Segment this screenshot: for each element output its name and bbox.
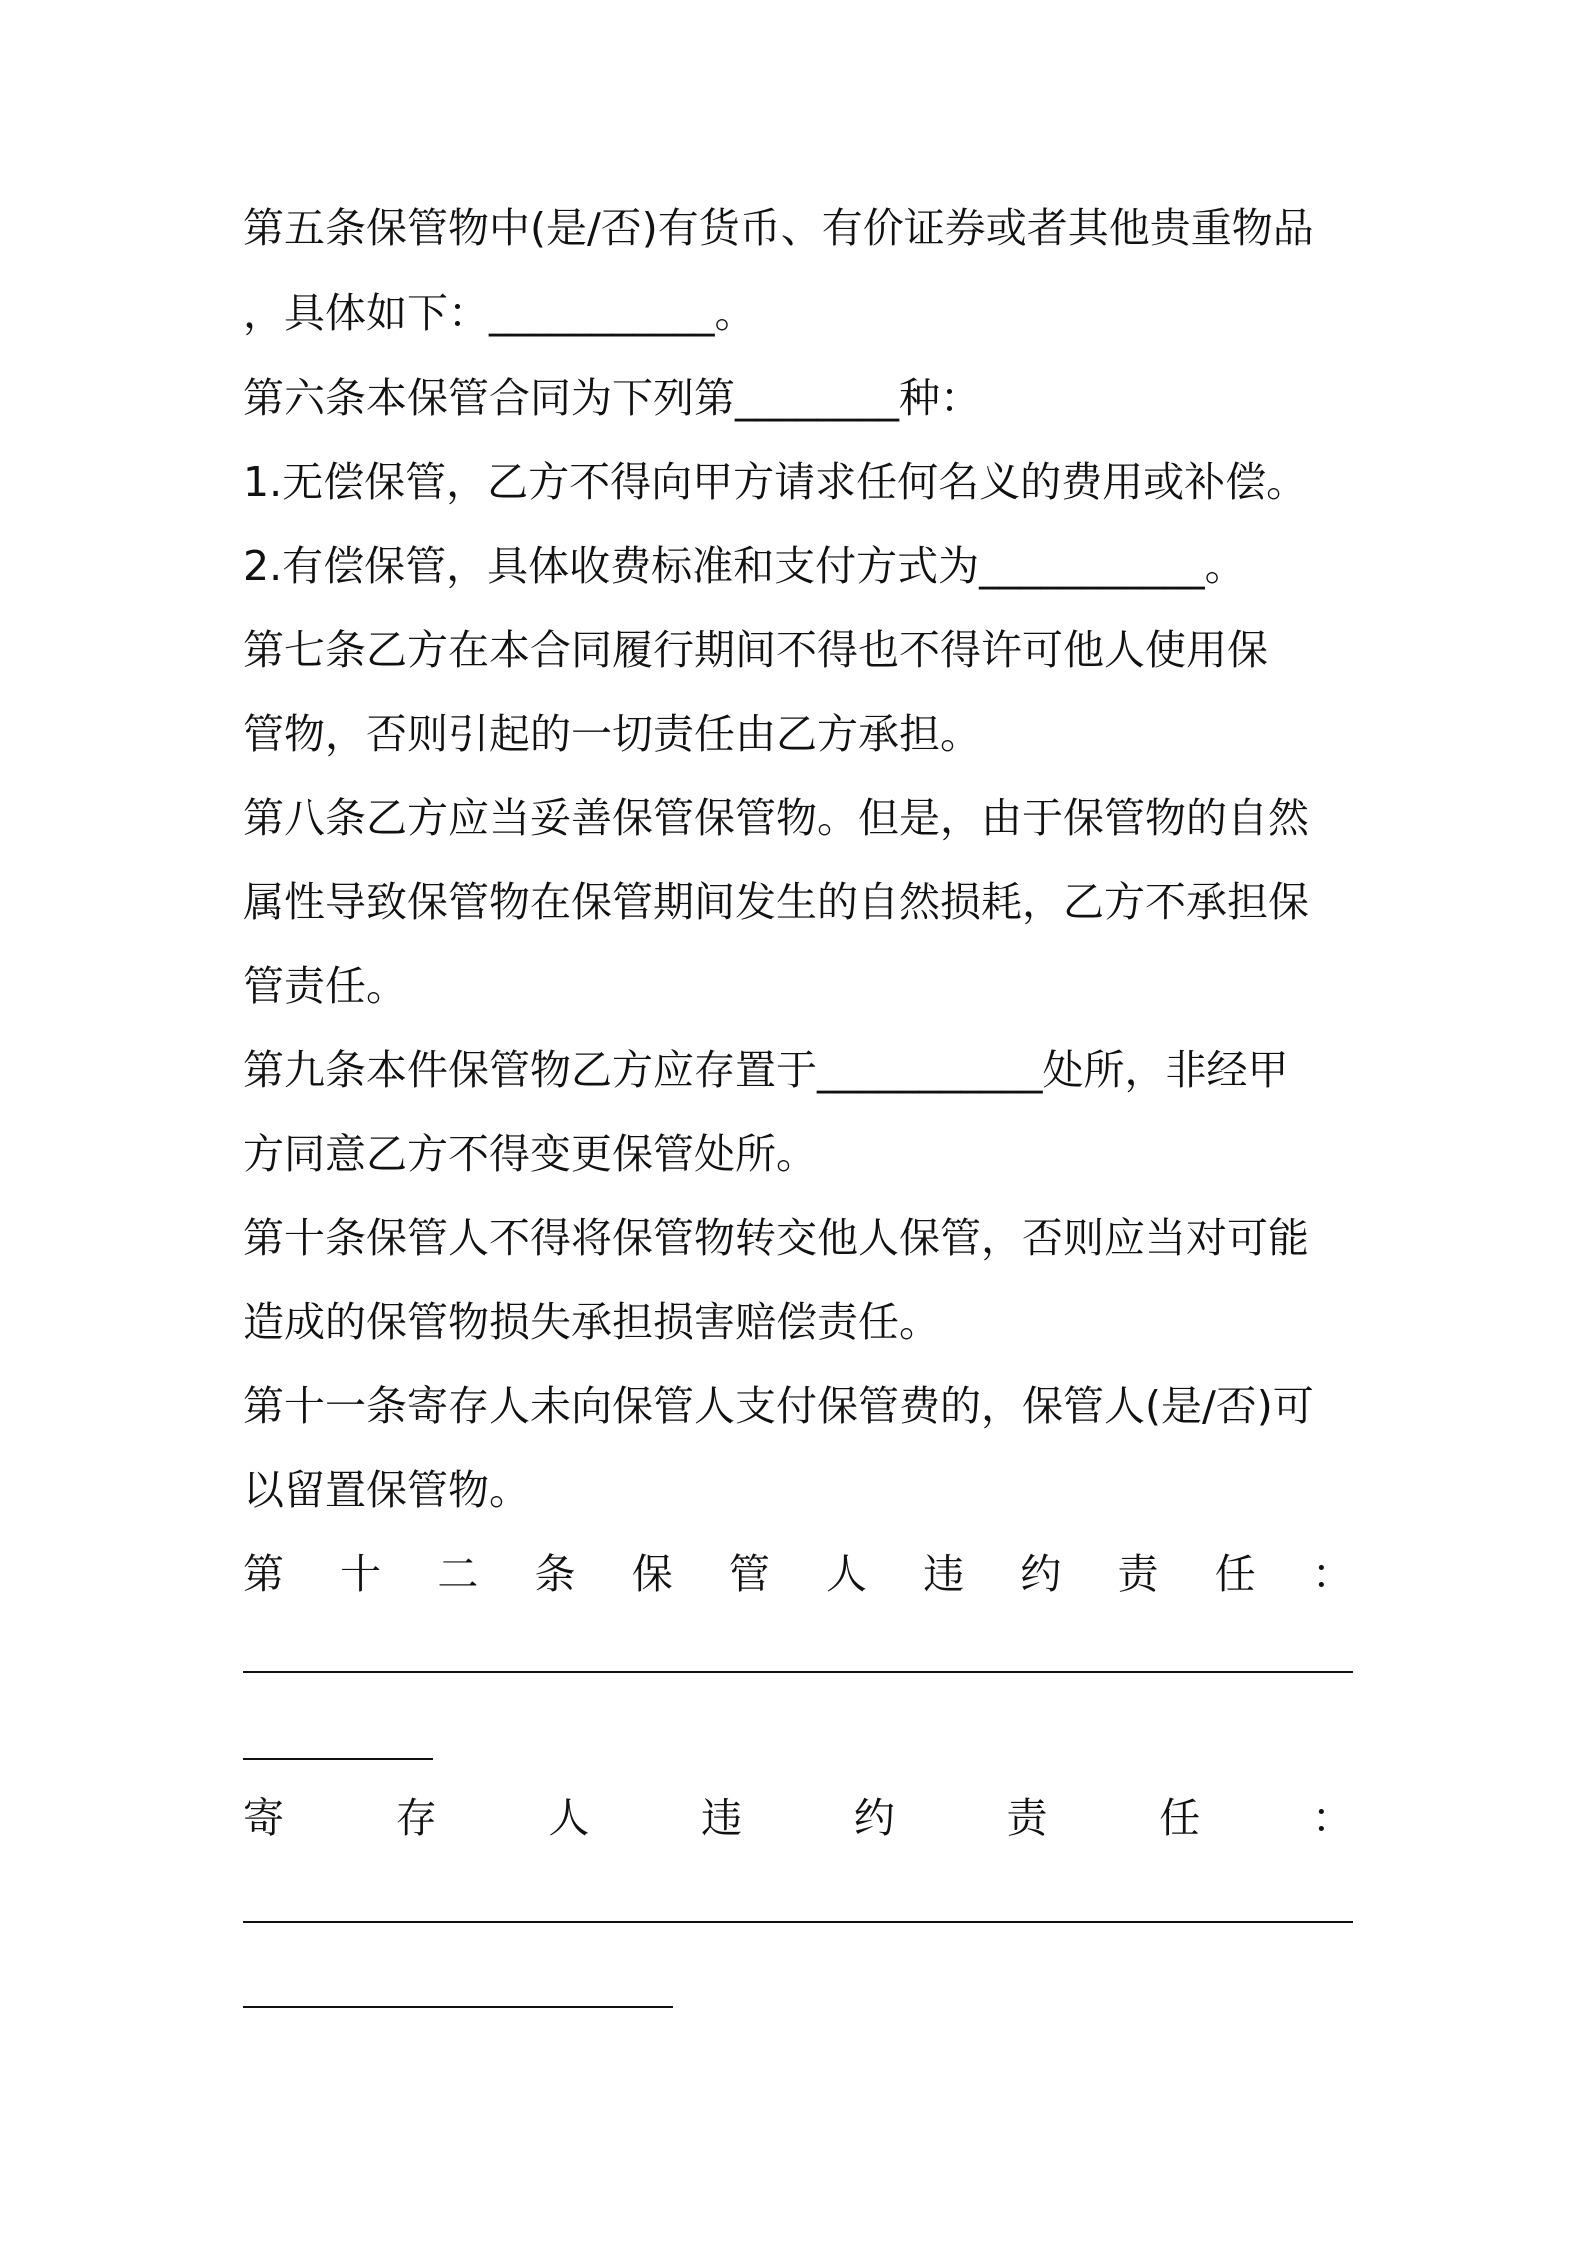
depositor-liability-blank-line-1 bbox=[243, 1921, 1353, 1923]
depositor-liability-char: 责 bbox=[1006, 1794, 1048, 1842]
clause-12-char: 约 bbox=[1020, 1550, 1062, 1598]
clause-12-char: 十 bbox=[340, 1550, 382, 1598]
depositor-liability-char: 任 bbox=[1159, 1794, 1201, 1842]
clause-6-option-1: 1.无偿保管，乙方不得向甲方请求任何名义的费用或补偿。 bbox=[243, 458, 1308, 506]
clause-12-char: 任 bbox=[1214, 1550, 1256, 1598]
clause-7-line-2: 管物，否则引起的一切责任由乙方承担。 bbox=[243, 710, 981, 758]
clause-12-char: 条 bbox=[534, 1550, 576, 1598]
depositor-liability-char: 约 bbox=[853, 1794, 895, 1842]
clause-10-line-2: 造成的保管物损失承担损害赔偿责任。 bbox=[243, 1298, 940, 1346]
custodian-liability-blank-line-1 bbox=[243, 1671, 1353, 1673]
clause-12-char: 二 bbox=[437, 1550, 479, 1598]
depositor-liability-char: ： bbox=[1311, 1794, 1353, 1842]
clause-12-char: 人 bbox=[826, 1550, 868, 1598]
clause-12-char: 保 bbox=[631, 1550, 673, 1598]
clause-10-line-1: 第十条保管人不得将保管物转交他人保管，否则应当对可能 bbox=[243, 1214, 1309, 1262]
depositor-liability-blank-line-2 bbox=[243, 2006, 673, 2008]
clause-8-line-2: 属性导致保管物在保管期间发生的自然损耗，乙方不承担保 bbox=[243, 878, 1309, 926]
clause-8-line-1: 第八条乙方应当妥善保管保管物。但是，由于保管物的自然 bbox=[243, 794, 1309, 842]
clause-12-heading bbox=[243, 1544, 1353, 1604]
depositor-liability-char: 人 bbox=[548, 1794, 590, 1842]
clause-11-line-2: 以留置保管物。 bbox=[243, 1466, 530, 1514]
clause-12-char: 责 bbox=[1117, 1550, 1159, 1598]
clause-5-line-2: ，具体如下：___________。 bbox=[243, 289, 756, 337]
clause-8-line-3: 管责任。 bbox=[243, 962, 407, 1010]
depositor-liability-char: 违 bbox=[701, 1794, 743, 1842]
depositor-liability-heading bbox=[243, 1788, 1353, 1848]
depositor-liability-char: 寄 bbox=[243, 1794, 284, 1842]
clause-12-char: 第 bbox=[243, 1550, 284, 1598]
clause-6-option-2: 2.有偿保管，具体收费标准和支付方式为___________。 bbox=[243, 542, 1246, 590]
clause-6-line: 第六条本保管合同为下列第________种： bbox=[243, 374, 981, 422]
clause-11-line-1: 第十一条寄存人未向保管人支付保管费的，保管人(是/否)可 bbox=[243, 1382, 1314, 1430]
clause-7-line-1: 第七条乙方在本合同履行期间不得也不得许可他人使用保 bbox=[243, 626, 1268, 674]
clause-12-char: 违 bbox=[923, 1550, 965, 1598]
depositor-liability-char: 存 bbox=[395, 1794, 437, 1842]
clause-5-line-1: 第五条保管物中(是/否)有货币、有价证券或者其他贵重物品 bbox=[243, 204, 1314, 252]
clause-9-line-1: 第九条本件保管物乙方应存置于___________处所，非经甲 bbox=[243, 1046, 1289, 1094]
clause-12-char: 管 bbox=[728, 1550, 770, 1598]
clause-9-line-2: 方同意乙方不得变更保管处所。 bbox=[243, 1130, 817, 1178]
clause-12-char: ： bbox=[1311, 1550, 1353, 1598]
custodian-liability-blank-line-2 bbox=[243, 1758, 433, 1760]
